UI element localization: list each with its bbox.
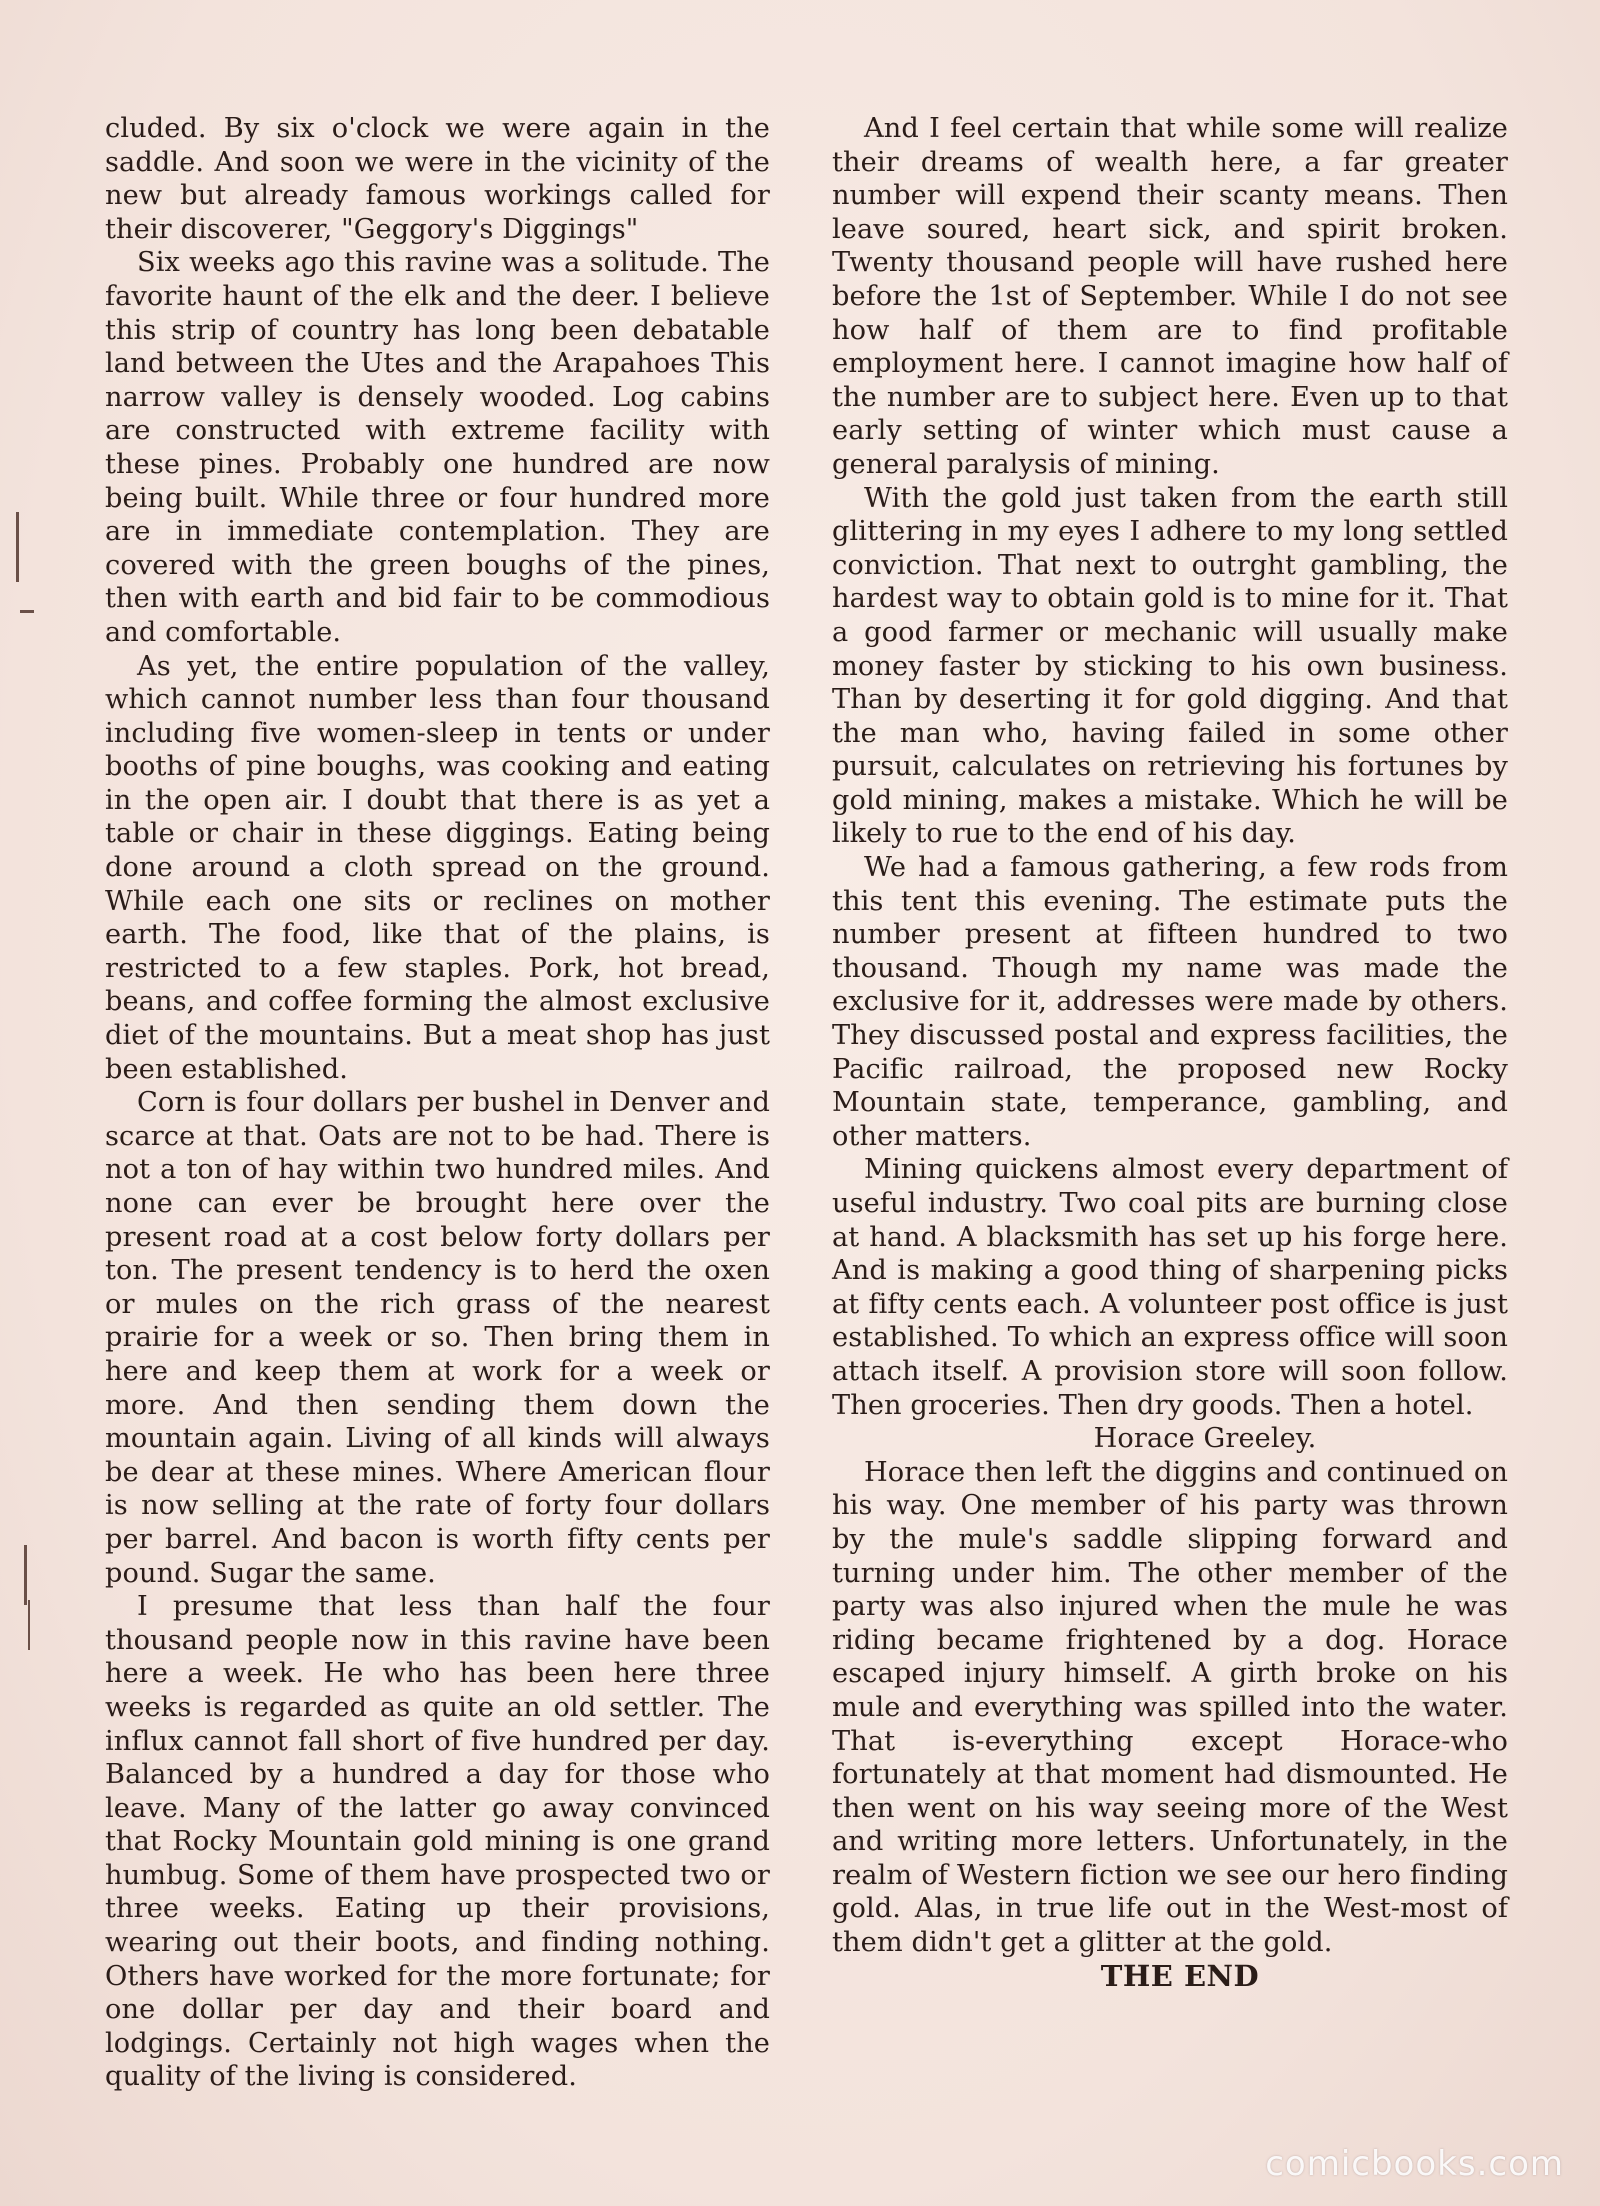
the-end-label: THE END [1100,1958,1260,1993]
paragraph: Six weeks ago this ravine was a solitude. The favorite haunt of the elk and the deer. I believe this strip of country has long been debatable land between the Utes and the Arapahoes This narrow valley is densely wooded. Log cabins are constructed with extreme facility with these pines. Probably one hundred are now being built. While three or four hundred more are in immediate contemplation. They are covered with the green boughs of the pines, then with earth and bid fair to be commodious and comfortable. [105,247,770,648]
right-column [832,112,1508,1993]
margin-mark [20,610,34,631]
paragraph: Mining quickens almost every department of useful industry. Two coal pits are burning close at hand. A blacksmith has set up his forge here. And is making a good thing of sharpening picks at fifty cents each. A volunteer post office is just established. To which an express office will soon attach itself. A provision store will soon follow. Then groceries. Then dry goods. Then a hotel. [832,1154,1508,1421]
paragraph: With the gold just taken from the earth still glittering in my eyes I adhere to my long settled conviction. That next to outrght gambling, the hardest way to obtain gold is to mine for it. That a good farmer or mechanic will usually make money faster by sticking to his own business. Than by deserting it for gold digging. And that the man who, having failed in some other pursuit, calculates on retrieving his fortunes by gold mining, makes a mistake. Which he will be likely to rue to the end of his day. [832,482,1508,850]
paragraph: Horace then left the diggins and continued on his way. One member of his party was thrown by the mule's saddle slipping forward and turning under him. The other member of the party was also injured when the mule he was riding became frightened by a dog. Horace escaped injury himself. A girth broke on his mule and everything was spilled into the water. That is-everything except Horace-who fortunately at that moment had dismounted. He then went on his way seeing more of the West and writing more letters. Unfortunately, in the realm of Western fiction we see our hero finding gold. Alas, in true life out in the West-most of them didn't get a glitter at the gold. [832,1456,1508,1959]
paragraph: Corn is four dollars per bushel in Denver and scarce at that. Oats are not to be had. There is not a ton of hay within two hundred miles. And none can ever be brought here over the present road at a cost below forty dollars per ton. The present tendency is to herd the oxen or mules on the rich grass of the nearest prairie for a week or so. Then bring them in here and keep them at work for a week or more. And then sending them down the mountain again. Living of all kinds will always be dear at these mines. Where American flour is now selling at the rate of forty four dollars per barrel. And bacon is worth fifty cents per pound. Sugar the same. [105,1087,770,1589]
paragraph: cluded. By six o'clock we were again in the saddle. And soon we were in the vicinity of the new but already famous workings called for their discoverer, "Geggory's Diggings" [105,113,770,245]
paragraph: We had a famous gathering, a few rods from this tent this evening. The estimate puts the number present at fifteen hundred to two thousand. Though my name was made the exclusive for it, addresses were made by others. They discussed postal and express facilities, the Pacific railroad, the proposed new Rocky Mountain state, temperance, gambling, and other matters. [832,852,1508,1152]
paragraph: I presume that less than half the four thousand people now in this ravine have been here a week. He who has been here three weeks is regarded as quite an old settler. The influx cannot fall short of five hundred per day. Balanced by a hundred a day for those who leave. Many of the latter go away convinced that Rocky Mountain gold mining is one grand humbug. Some of them have prospected two or three weeks. Eating up their provisions, wearing out their boots, and finding nothing. Others have worked for the more fortunate; for one dollar per day and their board and lodgings. Certainly not high wages when the quality of the living is considered. [105,1591,770,2093]
margin-mark [28,1600,30,1650]
paragraph: And I feel certain that while some will realize their dreams of wealth here, a far greater number will expend their scanty means. Then leave soured, heart sick, and spirit broken. Twenty thousand people will have rushed here before the 1st of September. While I do not see how half of them are to find profitable employment here. I cannot imagine how half of the number are to subject here. Even up to that early setting of winter which must cause a general paralysis of mining. [832,113,1508,480]
watermark: comicbooks.com [1265,2144,1564,2184]
left-column [105,112,770,2094]
margin-mark [16,512,19,582]
author-signature: Horace Greeley. [1093,1423,1317,1455]
paragraph: As yet, the entire population of the valley, which cannot number less than four thousand including five women-sleep in tents or under booths of pine boughs, was cooking and eating in the open air. I doubt that there is as yet a table or chair in these diggings. Eating being done around a cloth spread on the ground. While each one sits or reclines on mother earth. The food, like that of the plains, is restricted to a few staples. Pork, hot bread, beans, and coffee forming the almost exclusive diet of the mountains. But a meat shop has just been established. [105,650,770,1085]
margin-mark [24,1545,27,1605]
